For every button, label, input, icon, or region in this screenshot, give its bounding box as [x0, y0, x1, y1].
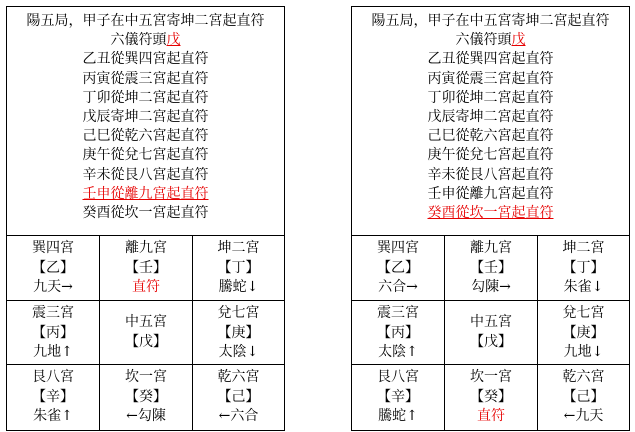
palace-star: 勾陳	[471, 279, 500, 295]
palace-name: 乾六宮	[217, 369, 260, 385]
palace-stem: 【癸】	[470, 388, 512, 405]
palace-name: 震三宮	[32, 305, 74, 321]
palace-star-row	[538, 407, 629, 427]
palace-stem: 【戊】	[125, 333, 167, 350]
fu-tou-line	[352, 31, 629, 50]
arrow-down-icon: ↓	[246, 344, 259, 360]
palace-name: 中五宮	[125, 314, 167, 330]
zhi-fu-line: 庚午從兌七宮起直符	[427, 147, 554, 164]
zhi-fu-line: 己巳從乾六宮起直符	[82, 128, 209, 145]
palace-cell	[445, 236, 538, 301]
palace-star-row	[193, 278, 284, 298]
qimen-panel-left	[6, 6, 285, 431]
arrow-left-icon: ←	[218, 408, 231, 424]
zhi-fu-line: 庚午從兌七宮起直符	[82, 147, 209, 164]
zhi-fu-line: 癸酉從坎一宮起直符	[82, 204, 209, 221]
zhi-fu-line: 乙丑從巽四宮起直符	[427, 51, 554, 68]
palace-name: 兌七宮	[562, 305, 605, 321]
palace-name: 巽四宮	[377, 240, 419, 256]
ju-title: 陽五局，甲子在中五宮寄坤二宮起直符	[26, 13, 265, 29]
palace-stem: 【戊】	[470, 333, 512, 350]
palace-star: 九地	[563, 344, 592, 360]
ju-title: 陽五局，甲子在中五宮寄坤二宮起直符	[371, 13, 610, 29]
palace-stem: 【壬】	[470, 259, 512, 276]
zhi-fu-line: 丁卯從坤二宮起直符	[82, 89, 209, 106]
palace-star: 勾陳	[137, 408, 166, 424]
fu-tou-stem: 戊	[166, 32, 181, 49]
palace-name: 離九宮	[470, 240, 512, 256]
palace-stem: 【壬】	[125, 259, 167, 276]
palace-cell	[445, 301, 538, 365]
palace-star-row	[445, 278, 537, 298]
zhi-fu-line: 壬申從離九宮起直符	[82, 185, 209, 202]
palace-stem: 【辛】	[32, 388, 74, 405]
zhi-fu-line: 癸酉從坎一宮起直符	[427, 204, 554, 221]
palace-cell	[445, 365, 538, 430]
palace-star-row	[538, 343, 629, 363]
palace-star: 六合	[230, 408, 259, 424]
palace-star-row	[538, 278, 629, 298]
palace-star-row	[100, 278, 192, 298]
zhi-fu-line: 丙寅從震三宮起直符	[427, 70, 554, 87]
palace-star-row	[352, 278, 444, 298]
palace-stem: 【乙】	[377, 259, 419, 276]
palace-stem: 【庚】	[217, 324, 260, 341]
palace-name: 離九宮	[125, 240, 167, 256]
arrow-up-icon: ↑	[61, 408, 73, 424]
palace-stem: 【辛】	[377, 388, 419, 405]
palace-cell	[538, 365, 629, 430]
palace-star: 太陰	[218, 344, 247, 360]
palace-stem: 【己】	[217, 388, 260, 405]
arrow-right-icon: →	[406, 279, 418, 295]
palace-star: 九地	[33, 344, 62, 360]
header-block	[352, 7, 629, 236]
palace-cell	[352, 236, 445, 301]
qimen-panel-right	[351, 6, 630, 431]
palace-stem: 【乙】	[32, 259, 74, 276]
arrow-up-icon: ↑	[406, 408, 418, 424]
zhi-fu-line: 丙寅從震三宮起直符	[82, 70, 209, 87]
palace-star-row	[352, 343, 444, 363]
palace-star-row	[352, 407, 444, 427]
palace-grid	[7, 236, 284, 430]
palace-stem: 【丁】	[562, 259, 605, 276]
palace-star-row	[193, 407, 284, 427]
palace-star: 朱雀	[563, 279, 592, 295]
palace-star-row	[193, 343, 284, 363]
zhi-fu-line: 戊辰寄坤二宮起直符	[427, 108, 554, 125]
palace-cell	[193, 365, 284, 430]
palace-name: 巽四宮	[32, 240, 74, 256]
palace-cell	[352, 301, 445, 365]
palace-star-row	[445, 407, 537, 427]
arrow-left-icon: ←	[126, 408, 138, 424]
zhi-fu-line: 辛未從艮八宮起直符	[427, 166, 554, 183]
palace-stem: 【丁】	[217, 259, 260, 276]
palace-star-row	[7, 278, 99, 298]
palace-star: 朱雀	[33, 408, 62, 424]
zhi-fu-line: 戊辰寄坤二宮起直符	[82, 108, 209, 125]
zhi-fu-line: 辛未從艮八宮起直符	[82, 166, 209, 183]
palace-cell	[7, 301, 100, 365]
fu-tou-label: 六儀符頭	[455, 32, 512, 49]
zhi-fu-line: 乙丑從巽四宮起直符	[82, 51, 209, 68]
palace-cell	[100, 236, 193, 301]
palace-name: 坎一宮	[125, 369, 167, 385]
palace-star-row	[7, 407, 99, 427]
palace-name: 艮八宮	[377, 369, 419, 385]
zhi-fu-line: 己巳從乾六宮起直符	[427, 128, 554, 145]
fu-tou-stem: 戊	[511, 32, 526, 49]
palace-name: 乾六宮	[562, 369, 605, 385]
palace-star-row	[100, 407, 192, 427]
palace-name: 坎一宮	[470, 369, 512, 385]
palace-star-row	[7, 343, 99, 363]
palace-cell	[100, 301, 193, 365]
palace-stem: 【庚】	[562, 324, 605, 341]
palace-name: 艮八宮	[32, 369, 74, 385]
palace-stem: 【丙】	[377, 324, 419, 341]
arrow-down-icon: ↓	[246, 279, 259, 295]
palace-stem: 【癸】	[125, 388, 167, 405]
arrow-down-icon: ↓	[591, 344, 604, 360]
palace-cell	[193, 301, 284, 365]
palace-cell	[538, 236, 629, 301]
palace-name: 震三宮	[377, 305, 419, 321]
palace-star: 太陰	[378, 344, 407, 360]
arrow-right-icon: →	[499, 279, 511, 295]
palace-stem: 【己】	[562, 388, 605, 405]
palace-star: 九天	[575, 408, 604, 424]
palace-stem: 【丙】	[32, 324, 74, 341]
header-block	[7, 7, 284, 236]
palace-cell	[7, 236, 100, 301]
arrow-up-icon: ↑	[61, 344, 73, 360]
palace-cell	[100, 365, 193, 430]
palace-grid	[352, 236, 629, 430]
palace-cell	[538, 301, 629, 365]
palace-cell	[7, 365, 100, 430]
palace-name: 中五宮	[470, 314, 512, 330]
arrow-right-icon: →	[61, 279, 73, 295]
arrow-up-icon: ↑	[406, 344, 418, 360]
palace-star: 九天	[33, 279, 62, 295]
palace-cell	[352, 365, 445, 430]
fu-tou-label: 六儀符頭	[110, 32, 167, 49]
zhi-fu-line: 壬申從離九宮起直符	[427, 185, 554, 202]
palace-star: 騰蛇	[378, 408, 407, 424]
arrow-down-icon: ↓	[591, 279, 604, 295]
palace-star: 騰蛇	[218, 279, 247, 295]
palace-name: 坤二宮	[217, 240, 260, 256]
palace-cell	[193, 236, 284, 301]
palace-star: 直符	[132, 279, 160, 295]
arrow-left-icon: ←	[563, 408, 576, 424]
palace-star: 直符	[477, 408, 505, 424]
zhi-fu-line: 丁卯從坤二宮起直符	[427, 89, 554, 106]
palace-name: 坤二宮	[562, 240, 605, 256]
fu-tou-line	[7, 31, 284, 50]
palace-name: 兌七宮	[217, 305, 260, 321]
palace-star: 六合	[378, 279, 407, 295]
